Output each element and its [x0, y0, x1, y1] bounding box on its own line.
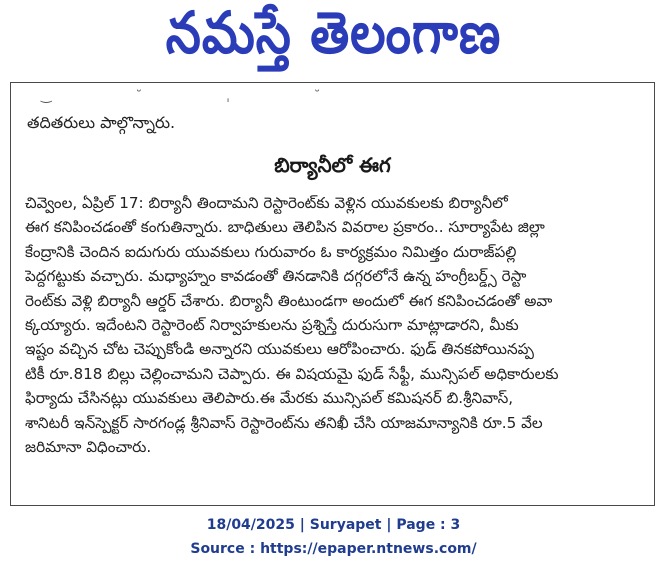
article-body-line: కేంద్రానికి చెందిన ఐదుగురు యువకులు గురువారం ఓ కార్యక్రమం నిమిత్తం దురాజ్‌పల్లి	[25, 242, 517, 261]
article-clipping	[10, 82, 655, 506]
article-body-line: పెద్దగట్టుకు వచ్చారు. మధ్యాహ్నం కావడంతో తినడానికి దగ్గరలోనే ఉన్న హంగ్రీబర్డ్స్ రెస్టా	[25, 267, 527, 286]
article-body-line: ఈగ కనిపించడంతో కంగుతిన్నారు. బాధితులు తెలిపిన వివరాల ప్రకారం.. సూర్యాపేట జిల్లా	[25, 218, 545, 237]
article-body-line: చివ్వెంల, ఏప్రిల్ 17: బిర్యానీ తిందామని రెస్టారెంట్‌కు వెళ్లిన యువకులకు బిర్యానీలో	[25, 194, 508, 212]
article-body-line: ఇష్టం వచ్చిన చోట చెప్పుకోండి అన్నారని యువకులు ఆరోపించారు. ఫుడ్ తినకపోయినప్ప	[25, 340, 534, 359]
previous-article-tail: తదితరులు పాల్గొన్నారు.	[27, 113, 176, 132]
cropped-text-fragment: ‿ ˘ ˌ ˘	[41, 89, 361, 104]
masthead	[0, 0, 667, 80]
article-body-line: ఫిర్యాదు చేసినట్లు యువకులు తెలిపారు.ఈ మేరకు మున్సిపల్ కమిషనర్ బి.శ్రీనివాస్,	[25, 389, 514, 408]
article-body	[25, 191, 637, 459]
newspaper-logo: నమస్తే తెలంగాణ	[165, 0, 502, 66]
article-body-line: రెంట్‌కు వెళ్లి బిర్యానీ ఆర్డర్ చేశారు. బిర్యానీ తింటుండగా అందులో ఈగ కనిపించడంతో అవా	[25, 291, 553, 310]
article-headline: బిర్యానీలో ఈగ	[274, 153, 391, 177]
source-link[interactable]: Source : https://epaper.ntnews.com/	[190, 541, 477, 557]
article-body-line: జరిమానా విధించారు.	[25, 438, 152, 457]
article-body-line: శానిటరీ ఇన్‌స్పెక్టర్ సారగండ్ల శ్రీనివాస్ రెస్టారెంట్‌ను తనిఖీ చేసి యాజమాన్యానికి రూ.5 వేల	[25, 413, 543, 432]
article-body-line: క్కయ్యారు. ఇదేంటని రెస్టారెంట్ నిర్వాహకులను ప్రశ్నిస్తే దురుసుగా మాట్లాడారని, మీకు	[25, 316, 519, 335]
publication-info: 18/04/2025 | Suryapet | Page : 3	[206, 517, 461, 533]
article-body-line: టికీ రూ.818 బిల్లు చెల్లించామని చెప్పారు. ఈ విషయమై ఫుడ్ సేఫ్టీ, మున్సిపల్ అధికారులకు	[25, 364, 559, 383]
